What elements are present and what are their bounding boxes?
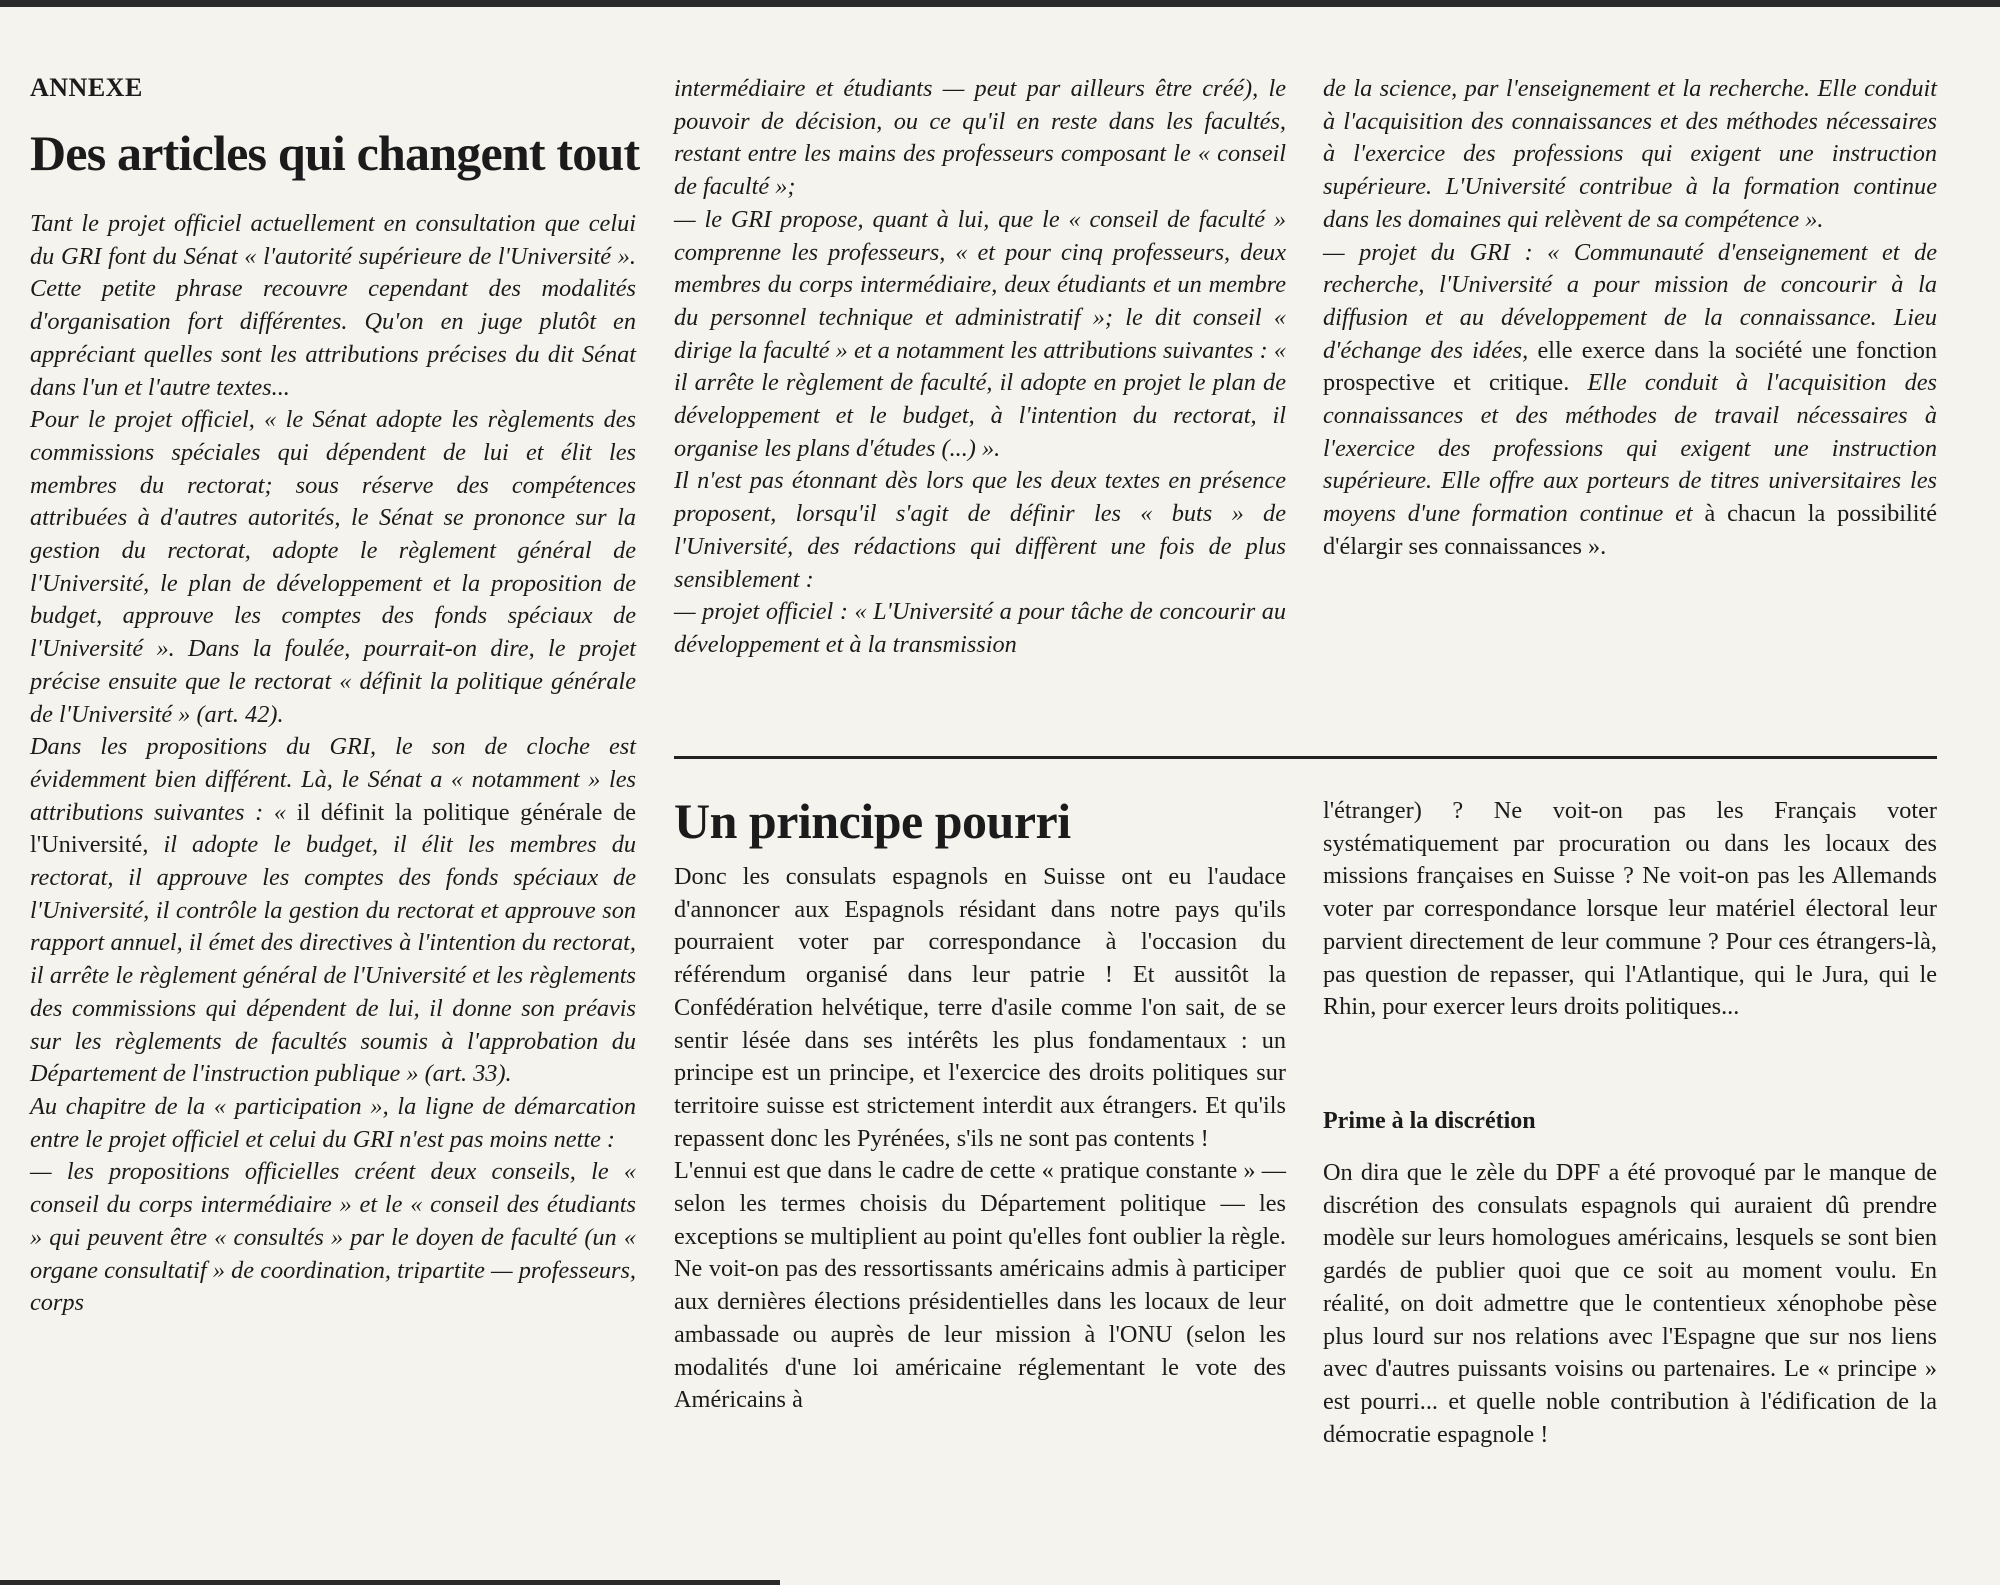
article-subhead: Prime à la discrétion	[1323, 1108, 1536, 1134]
article-paragraph: L'ennui est que dans le cadre de cette « pratique constante » — selon les termes choisis du Département politique — les exceptions se multiplient au point qu'elles font oublier la règle. Ne voit-on pas des ressortissants américains admis à participer aux dernières élections présidentielles dans les locaux de leur ambassade ou auprès de leur mission à l'ONU (selon les modalités d'une loi américaine réglementant le vote des Américains à	[674, 1157, 1286, 1414]
article-column-1	[674, 861, 1286, 1417]
annexe-paragraph: — projet officiel : « L'Université a pour tâche de concourir au développement et à la transmission	[674, 598, 1286, 658]
article-paragraph: l'étranger) ? Ne voit-on pas les Français voter systématiquement par procuration ou dans les locaux des missions françaises en Suisse ? Ne voit-on pas les Allemands voter par correspondance lorsque leur matériel électoral leur parvient directement de leur commune ? Pour ces étrangers-là, pas question de repasser, qui l'Atlantique, qui le Jura, qui le Rhin, pour exercer leurs droits politiques...	[1323, 797, 1937, 1021]
annexe-paragraph: Il n'est pas étonnant dès lors que les deux textes en présence proposent, lorsqu'il s'agit de définir les « buts » de l'Université, des rédactions qui diffèrent une fois de plus sensiblement :	[674, 467, 1286, 593]
annexe-paragraph: intermédiaire et étudiants — peut par ailleurs être créé), le pouvoir de décision, ou ce qu'il en reste dans les facultés, restant entre les mains des professeurs composant le « conseil de faculté »;	[674, 75, 1286, 201]
annexe-kicker: ANNEXE	[30, 73, 143, 102]
annexe-paragraph: Dans les propositions du GRI, le son de cloche est évidemment bien différent. Là, le Sénat a « notamment » les attributions suivantes : « il définit la politique générale de l'Université, il adopte le budget, il élit les membres du rectorat, il approuve les comptes des fonds spéciaux de l'Université, il contrôle la gestion du rectorat et approuve son rapport annuel, il émet des directives à l'intention du rectorat, il arrête le règlement général de l'Université et les règlements des commissions qui dépendent de lui, il donne son préavis sur les règlements de facultés soumis à l'approbation du Département de l'instruction publique » (art. 33).	[30, 733, 636, 1088]
annexe-column-3	[1323, 73, 1937, 564]
annexe-title: Des articles qui changent tout	[30, 125, 640, 181]
article-title: Un principe pourri	[674, 793, 1071, 849]
article-column-2b	[1323, 1157, 1937, 1451]
top-rule	[0, 0, 2000, 7]
article-paragraph: Donc les consulats espagnols en Suisse ont eu l'audace d'annoncer aux Espagnols résidant dans notre pays qu'ils pourraient voter par correspondance à l'occasion du référendum organisé dans leur patrie ! Et aussitôt la Confédération helvétique, terre d'asile comme l'on sait, de se sentir lésée dans ses intérêts les plus fondamentaux : un principe est un principe, et l'exercice des droits politiques sur territoire suisse est strictement interdit aux étrangers. Et qu'ils repassent donc les Pyrénées, s'ils ne sont pas contents !	[674, 863, 1286, 1152]
annexe-paragraph: Au chapitre de la « participation », la ligne de démarcation entre le projet officiel et celui du GRI n'est pas moins nette :	[30, 1092, 636, 1153]
annexe-column-1	[30, 208, 636, 1320]
article-column-2	[1323, 795, 1937, 1024]
bottom-rule	[0, 1580, 780, 1585]
annexe-paragraph: — les propositions officielles créent deux conseils, le « conseil du corps intermédiaire » et le « conseil des étudiants » qui peuvent être « consultés » par le doyen de faculté (un « organe consultatif » de coordination, tripartite — professeurs, corps	[30, 1158, 636, 1317]
annexe-paragraph: de la science, par l'enseignement et la recherche. Elle conduit à l'acquisition des connaissances et des méthodes nécessaires à l'exercice des professions qui exigent une instruction supérieure. L'Université contribue à la formation continue dans les domaines qui relèvent de sa compétence ».	[1323, 75, 1937, 233]
annexe-paragraph: Tant le projet officiel actuellement en consultation que celui du GRI font du Sénat « l'autorité supérieure de l'Université ». Cette petite phrase recouvre cependant des modalités d'organisation fort différentes. Qu'on en juge plutôt en appréciant quelles sont les attributions précises du dit Sénat dans l'un et l'autre textes...	[30, 210, 636, 401]
annexe-paragraph: — projet du GRI : « Communauté d'enseignement et de recherche, l'Université a pour mission de concourir à la diffusion et au développement de la connaissance. Lieu d'échange des idées, elle exerce dans la société une fonction prospective et critique. Elle conduit à l'acquisition des connaissances et des méthodes de travail nécessaires à l'exercice des professions qui exigent une instruction supérieure. Elle offre aux porteurs de titres universitaires les moyens d'une formation continue et à chacun la possibilité d'élargir ses connaissances ».	[1323, 238, 1938, 560]
article-paragraph: On dira que le zèle du DPF a été provoqué par le manque de discrétion des consulats espagnols qui auraient dû prendre modèle sur leurs homologues américains, lesquels se sont bien gardés de publier quoi que ce soit au moment voulu. En réalité, on doit admettre que le contentieux xénophobe pèse plus lourd sur nos relations avec l'Espagne que sur nos liens avec d'autres puissants voisins ou partenaires. Le « principe » est pourri... et quelle noble contribution à l'édification de la démocratie espagnole !	[1323, 1159, 1937, 1448]
annexe-paragraph: Pour le projet officiel, « le Sénat adopte les règlements des commissions spéciales qui dépendent de lui et élit les membres du rectorat; sous réserve des compétences attribuées à d'autres autorités, le Sénat se prononce sur la gestion du rectorat, adopte le règlement général de l'Université, le plan de développement et la proposition de budget, approuve les comptes des fonds spéciaux de l'Université ». Dans la foulée, pourrait-on dire, le projet précise ensuite que le rectorat « définit la politique générale de l'Université » (art. 42).	[30, 406, 636, 728]
annexe-paragraph: — le GRI propose, quant à lui, que le « conseil de faculté » comprenne les professeurs, « et pour cinq professeurs, deux membres du corps intermédiaire, deux étudiants et un membre du personnel technique et administratif »; le dit conseil « dirige la faculté » et a notamment les attributions suivantes : « il arrête le règlement de faculté, il adopte en projet le plan de développement et le budget, à l'intention du rectorat, il organise les plans d'études (...) ».	[674, 205, 1286, 462]
annexe-column-2	[674, 73, 1286, 662]
section-divider	[674, 756, 1937, 759]
